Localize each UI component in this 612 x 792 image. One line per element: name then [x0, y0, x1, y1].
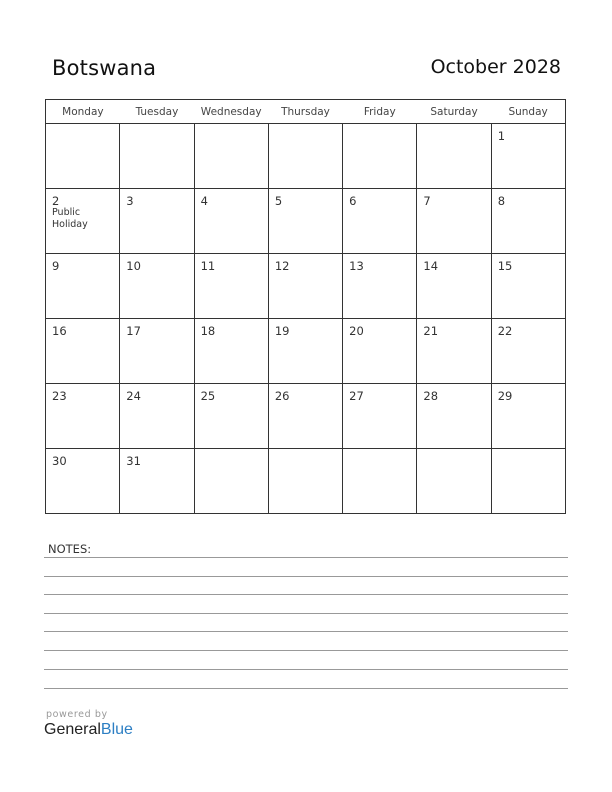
day-number: 1	[497, 129, 506, 143]
day-number: 3	[126, 194, 134, 208]
day-number: 11	[200, 259, 216, 273]
day-cell	[491, 384, 565, 449]
day-number: 20	[349, 324, 364, 338]
event-line: Holiday	[52, 219, 88, 230]
day-number: 28	[423, 389, 439, 403]
week-row	[46, 124, 566, 189]
day-cell	[343, 384, 417, 449]
day-cell	[343, 319, 417, 384]
day-number: 4	[200, 194, 208, 208]
day-number: 12	[274, 259, 290, 273]
day-cell	[194, 384, 268, 449]
weekday-header: Friday	[343, 100, 417, 124]
day-number: 18	[200, 324, 216, 338]
day-cell	[194, 189, 268, 254]
note-line	[44, 594, 568, 595]
day-number: 13	[349, 259, 364, 273]
note-line	[44, 669, 568, 670]
day-number: 23	[52, 389, 67, 403]
day-cell	[194, 449, 268, 514]
logo-general-text: General	[44, 721, 101, 738]
day-number: 15	[497, 259, 513, 273]
day-cell	[194, 124, 268, 189]
day-cell	[417, 189, 491, 254]
day-cell	[46, 124, 120, 189]
holiday-event	[52, 207, 116, 231]
day-number: 27	[349, 389, 364, 403]
notes-label: NOTES:	[48, 542, 92, 556]
day-number: 17	[126, 324, 141, 338]
country-title: Botswana	[52, 56, 157, 80]
day-cell	[343, 124, 417, 189]
week-row	[46, 319, 566, 384]
day-number: 31	[126, 454, 141, 468]
day-cell	[417, 384, 491, 449]
day-cell	[46, 384, 120, 449]
note-line	[44, 650, 568, 651]
day-number: 30	[52, 454, 67, 468]
note-line	[44, 688, 568, 689]
day-cell	[343, 189, 417, 254]
calendar-grid	[45, 99, 566, 514]
day-cell	[268, 319, 342, 384]
day-cell	[343, 449, 417, 514]
day-cell	[46, 319, 120, 384]
day-cell	[194, 254, 268, 319]
day-cell	[120, 449, 194, 514]
month-title: October 2028	[430, 56, 561, 78]
day-number: 6	[349, 194, 357, 208]
day-cell	[268, 124, 342, 189]
weekday-header: Saturday	[417, 100, 491, 124]
week-row	[46, 384, 566, 449]
week-row	[46, 189, 566, 254]
day-number: 26	[274, 389, 290, 403]
day-number: 24	[126, 389, 141, 403]
day-cell	[120, 384, 194, 449]
day-cell	[120, 189, 194, 254]
day-cell	[46, 254, 120, 319]
day-number: 5	[274, 194, 283, 208]
day-number: 16	[52, 324, 67, 338]
day-cell	[343, 254, 417, 319]
day-cell	[417, 449, 491, 514]
weekday-header: Thursday	[268, 100, 342, 124]
day-cell	[194, 319, 268, 384]
day-number: 25	[200, 389, 216, 403]
day-cell	[46, 449, 120, 514]
day-number: 22	[497, 324, 513, 338]
day-cell	[46, 189, 120, 254]
day-cell	[417, 124, 491, 189]
day-number: 10	[126, 259, 141, 273]
day-number: 19	[274, 324, 290, 338]
day-cell	[120, 124, 194, 189]
day-cell	[268, 254, 342, 319]
day-cell	[417, 319, 491, 384]
day-cell	[268, 449, 342, 514]
note-line	[44, 557, 568, 558]
powered-by-text: powered by	[46, 709, 108, 720]
day-number: 21	[423, 324, 439, 338]
event-line: Public	[52, 207, 81, 218]
logo-blue-text: Blue	[100, 721, 133, 738]
day-number: 9	[52, 259, 60, 273]
day-cell	[120, 319, 194, 384]
day-cell	[268, 189, 342, 254]
day-cell	[491, 319, 565, 384]
weekday-header: Tuesday	[120, 100, 194, 124]
note-line	[44, 631, 568, 632]
week-row	[46, 449, 566, 514]
day-cell	[491, 254, 565, 319]
note-line	[44, 576, 568, 577]
day-cell	[491, 124, 565, 189]
day-cell	[120, 254, 194, 319]
weekday-header: Wednesday	[194, 100, 268, 124]
generalblue-logo[interactable]	[44, 721, 133, 739]
weekday-header: Sunday	[491, 100, 565, 124]
day-number: 14	[423, 259, 439, 273]
weekday-header-row	[46, 100, 566, 124]
day-cell	[417, 254, 491, 319]
weekday-header: Monday	[46, 100, 120, 124]
day-cell	[491, 449, 565, 514]
day-number: 29	[497, 389, 513, 403]
day-number: 7	[423, 194, 431, 208]
day-cell	[491, 189, 565, 254]
week-row	[46, 254, 566, 319]
note-line	[44, 613, 568, 614]
day-number: 2	[52, 194, 60, 208]
day-number: 8	[497, 194, 506, 208]
day-cell	[268, 384, 342, 449]
